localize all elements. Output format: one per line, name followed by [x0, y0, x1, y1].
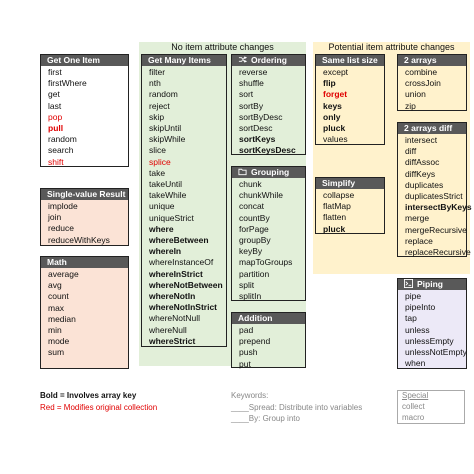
method-item: sortBy	[239, 100, 264, 111]
method-item: get	[48, 89, 60, 100]
method-item: split	[239, 279, 255, 290]
method-item: concat	[239, 201, 265, 212]
method-item: pad	[239, 325, 254, 335]
method-item: duplicatesStrict	[405, 191, 463, 201]
single-value-result-title: Single-value Result	[47, 189, 126, 199]
method-item: chunkWhile	[239, 190, 283, 201]
method-item: last	[48, 100, 62, 111]
single-value-result-header	[41, 189, 128, 200]
method-item: nth	[149, 78, 161, 89]
method-item: implode	[48, 201, 78, 211]
grouping-header	[232, 167, 305, 178]
simplify-box	[315, 177, 385, 234]
shuffle-icon	[238, 55, 247, 64]
keyword-by: ____By: Group into	[231, 414, 300, 423]
method-item: partition	[239, 268, 270, 279]
method-item: only	[323, 111, 341, 122]
folder-icon	[238, 167, 247, 176]
no-change-band-title: No item attribute changes	[171, 42, 274, 52]
same-list-size-header	[316, 55, 384, 66]
method-item: forPage	[239, 223, 269, 234]
ordering-box	[231, 54, 306, 155]
method-item: splitIn	[239, 291, 262, 301]
two-arrays-header	[398, 55, 466, 66]
method-item: median	[48, 313, 76, 324]
method-item: sortByDesc	[239, 111, 283, 122]
method-item: join	[48, 212, 62, 223]
same-list-size-title: Same list size	[322, 55, 378, 65]
method-item: chunk	[239, 179, 262, 189]
method-item: count	[48, 291, 69, 302]
method-item: random	[48, 134, 77, 145]
method-item: put	[239, 358, 251, 369]
two-arrays-title: 2 arrays	[404, 55, 437, 65]
method-item: collapse	[323, 190, 355, 200]
two-arrays-diff-box	[397, 122, 472, 257]
method-item: shift	[48, 156, 64, 167]
method-item: slice	[149, 145, 167, 156]
method-item: shuffle	[239, 78, 264, 89]
method-item: unlessNotEmpty	[405, 347, 467, 357]
method-item: reduce	[48, 223, 74, 234]
method-item: unless	[405, 324, 430, 335]
method-item: push	[239, 347, 258, 358]
piping-title: Piping	[417, 279, 443, 289]
grouping-title: Grouping	[251, 167, 290, 177]
method-item: flatten	[323, 212, 347, 223]
method-item: min	[48, 325, 62, 335]
simplify-title: Simplify	[322, 178, 356, 188]
method-item: whereInStrict	[149, 268, 203, 279]
get-one-item-box	[40, 54, 129, 167]
addition-box	[231, 312, 306, 368]
method-item: take	[149, 167, 166, 178]
method-item: pipeInto	[405, 302, 436, 313]
method-item: firstWhere	[48, 78, 87, 89]
method-item: sum	[48, 347, 65, 358]
method-item: crossJoin	[405, 78, 441, 89]
method-item: whereIn	[149, 246, 182, 257]
method-item: whereBetween	[149, 235, 209, 245]
method-item: pop	[48, 111, 63, 122]
math-header	[41, 257, 128, 268]
method-item: whereNotIn	[149, 291, 196, 301]
method-item: avg	[48, 280, 62, 291]
method-item: countBy	[239, 212, 270, 223]
method-item: sort	[239, 89, 254, 100]
method-item: pluck	[323, 223, 346, 234]
method-item: reject	[149, 100, 170, 111]
get-many-items-box	[141, 54, 227, 347]
method-item: whereNotNull	[149, 313, 201, 324]
terminal-icon	[404, 279, 413, 288]
method-item: flip	[323, 78, 336, 89]
method-item: mode	[48, 336, 70, 347]
method-item: diffAssoc	[405, 157, 440, 168]
method-item: sortKeys	[239, 134, 276, 145]
method-item: sortDesc	[239, 123, 273, 133]
method-item: combine	[405, 67, 438, 77]
two-arrays-box	[397, 54, 467, 111]
method-item: duplicates	[405, 179, 444, 190]
method-item: merge	[405, 213, 430, 224]
addition-header	[232, 313, 305, 324]
method-item: when	[405, 358, 426, 369]
method-item: forget	[323, 89, 348, 100]
same-list-size-box	[315, 54, 385, 145]
method-item: union	[405, 89, 426, 100]
grouping-box	[231, 166, 306, 301]
method-item: takeUntil	[149, 179, 183, 189]
method-item: search	[48, 145, 74, 156]
get-many-items-header	[142, 55, 226, 66]
method-item: sortKeysDesc	[239, 145, 296, 156]
method-item: prepend	[239, 336, 271, 347]
single-value-result-box	[40, 188, 129, 246]
math-box	[40, 256, 129, 369]
keyword-spread: ____Spread: Distribute into variables	[231, 403, 363, 412]
method-item: takeWhile	[149, 190, 187, 201]
method-item: skip	[149, 111, 165, 122]
method-item: unlessEmpty	[405, 335, 454, 346]
potential-change-band-title: Potential item attribute changes	[328, 42, 455, 52]
get-one-item-title: Get One Item	[47, 55, 100, 65]
method-item: flatMap	[323, 201, 351, 212]
method-item: groupBy	[239, 235, 271, 245]
get-many-items-title: Get Many Items	[148, 55, 211, 65]
keywords-title: Keywords:	[231, 391, 269, 400]
method-item: whereNotInStrict	[149, 302, 218, 313]
simplify-header	[316, 178, 384, 189]
legend-red-note: Red = Modifies original collection	[40, 403, 158, 412]
method-item: first	[48, 67, 62, 77]
two-arrays-diff-header	[398, 123, 466, 134]
get-one-item-header	[41, 55, 128, 66]
method-item: diff	[405, 146, 417, 157]
method-item: whereNotBetween	[149, 279, 223, 290]
method-item: whereStrict	[149, 335, 196, 346]
method-item: mapToGroups	[239, 257, 293, 268]
method-item: skipWhile	[149, 134, 186, 145]
method-item: pull	[48, 123, 64, 133]
piping-header	[398, 279, 466, 290]
method-item: random	[149, 89, 178, 100]
addition-title: Addition	[238, 313, 273, 323]
ordering-header	[232, 55, 305, 66]
method-item: unique	[149, 201, 175, 212]
legend-collect: collect	[402, 402, 425, 411]
method-item: reduceWithKeys	[48, 234, 110, 245]
method-item: splice	[149, 156, 171, 167]
method-item: keys	[323, 100, 342, 111]
method-item: whereInstanceOf	[149, 257, 214, 268]
method-item: filter	[149, 67, 166, 77]
method-item: skipUntil	[149, 123, 182, 133]
method-item: replaceRecursive	[405, 247, 471, 257]
math-title: Math	[47, 257, 67, 267]
two-arrays-diff-title: 2 arrays diff	[404, 123, 453, 133]
method-item: uniqueStrict	[149, 212, 194, 223]
ordering-title: Ordering	[251, 55, 287, 65]
method-item: where	[149, 223, 174, 234]
method-item: intersectByKeys	[405, 202, 472, 213]
method-item: diffKeys	[405, 168, 436, 179]
method-item: mergeRecursive	[405, 224, 467, 235]
method-item: average	[48, 269, 79, 279]
method-item: pipe	[405, 291, 422, 301]
method-item: pluck	[323, 123, 346, 133]
method-item: max	[48, 302, 65, 313]
legend-special: Special	[402, 391, 429, 400]
method-item: tap	[405, 313, 417, 324]
legend-bold-note: Bold = Involves array key	[40, 391, 137, 400]
method-item: keyBy	[239, 246, 263, 257]
method-item: zip	[405, 100, 416, 111]
method-item: whereNull	[149, 324, 187, 335]
method-item: reverse	[239, 67, 268, 77]
legend-macro: macro	[402, 413, 425, 422]
method-item: intersect	[405, 135, 438, 145]
method-item: replace	[405, 235, 433, 246]
piping-box	[397, 278, 467, 369]
method-item: except	[323, 67, 349, 77]
method-item: values	[323, 134, 348, 145]
